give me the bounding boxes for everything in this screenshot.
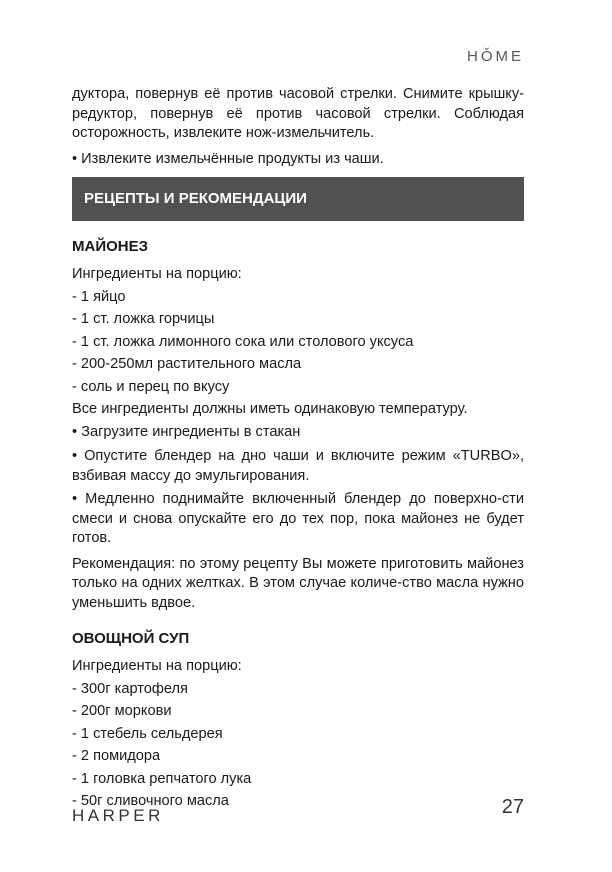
list-item: - 200г моркови xyxy=(72,703,172,719)
mayonnaise-step: • Медленно поднимайте включенный блендер до поверхно-сти смеси и снова опускайте его до тех пор, пока майонез не будет готов. xyxy=(72,491,524,546)
mayonnaise-step: • Загрузите ингредиенты в стакан xyxy=(72,423,301,440)
list-item: - 2 помидора xyxy=(72,748,161,764)
list-item: - 1 ст. ложка лимонного сока или столового уксуса xyxy=(72,333,414,350)
mayonnaise-note: Все ингредиенты должны иметь одинаковую температуру. xyxy=(72,401,468,417)
intro-paragraph: дуктора, повернув её против часовой стрелки. Снимите крышку-редуктор, повернув её против часовой стрелки. Соблюдая осторожность, извлеките нож-измельчитель. xyxy=(72,86,524,141)
home-logo: HǑME xyxy=(467,48,524,65)
intro-bullet: • Извлеките измельчённые продукты из чаши. xyxy=(72,150,384,167)
list-item: - 1 яйцо xyxy=(72,288,126,305)
mayonnaise-title: МАЙОНЕЗ xyxy=(72,238,149,255)
page-number: 27 xyxy=(501,796,524,818)
list-item: - 300г картофеля xyxy=(72,680,188,697)
mayonnaise-recommendation: Рекомендация: по этому рецепту Вы можете приготовить майонез только на одних желтках. В этом случае количе-ство масла нужно уменьшить вдвое. xyxy=(72,555,524,611)
list-item: - 1 головка репчатого лука xyxy=(72,770,252,787)
page-content xyxy=(72,85,524,813)
harper-logo: HARPER xyxy=(72,806,164,825)
list-item: - соль и перец по вкусу xyxy=(72,378,230,395)
soup-title: ОВОЩНОЙ СУП xyxy=(72,630,190,647)
list-item: - 1 стебель сельдерея xyxy=(72,725,223,742)
list-item: - 50г сливочного масла xyxy=(72,793,229,809)
mayonnaise-ingredients-label: Ингредиенты на порцию: xyxy=(72,266,242,282)
section-banner: РЕЦЕПТЫ И РЕКОМЕНДАЦИИ xyxy=(72,177,524,221)
soup-ingredients-label: Ингредиенты на порцию: xyxy=(72,658,242,674)
list-item: - 1 ст. ложка горчицы xyxy=(72,311,215,327)
list-item: - 200-250мл растительного масла xyxy=(72,356,302,372)
mayonnaise-step: • Опустите блендер на дно чаши и включите режим «TURBO», взбивая массу до эмульгирования. xyxy=(72,448,524,484)
